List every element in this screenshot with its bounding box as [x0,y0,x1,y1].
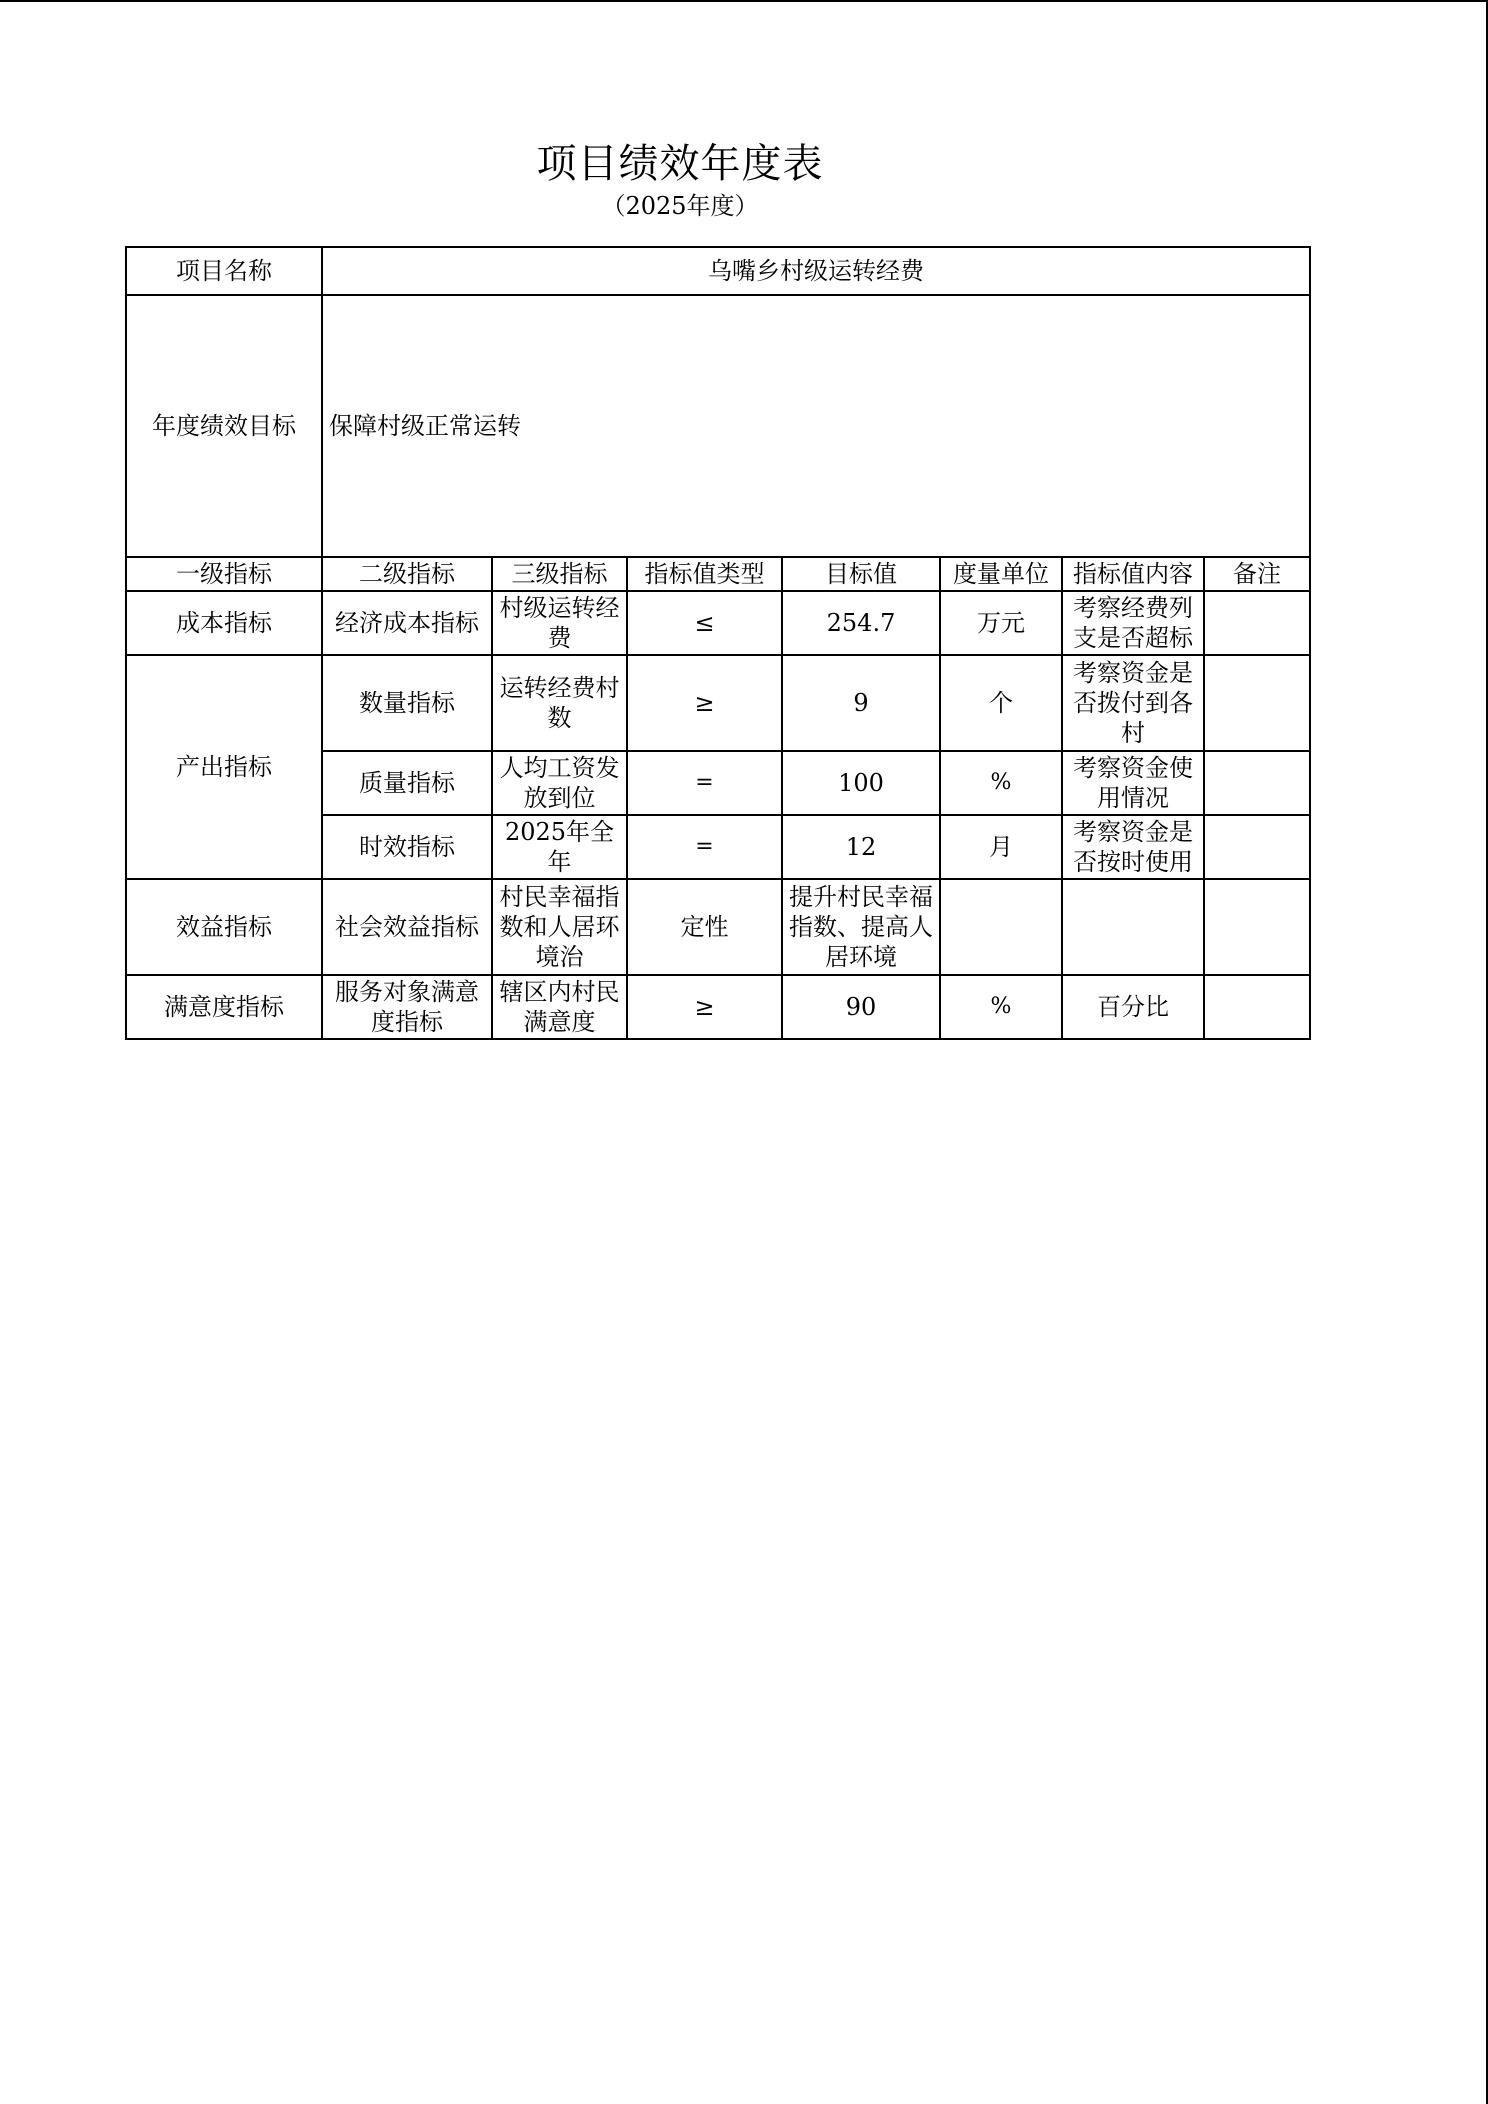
cell-level3: 人均工资发放到位 [492,751,627,815]
cell-note [1204,815,1310,879]
cell-unit: % [940,975,1062,1039]
cell-note [1204,655,1310,751]
table-row-quantity [126,655,1310,751]
cell-content: 百分比 [1062,975,1204,1039]
project-name-row [126,247,1310,295]
cell-content: 考察资金是否按时使用 [1062,815,1204,879]
table-row-cost [126,591,1310,655]
cell-level2: 时效指标 [322,815,492,879]
table-row-benefit [126,879,1310,975]
cell-content [1062,879,1204,975]
cell-value-type: = [627,751,782,815]
annual-goal-value: 保障村级正常运转 [322,295,1310,557]
cell-content: 考察资金是否拨付到各村 [1062,655,1204,751]
header-value-type: 指标值类型 [627,557,782,591]
cell-level2: 经济成本指标 [322,591,492,655]
cell-level3: 辖区内村民满意度 [492,975,627,1039]
cell-unit: % [940,751,1062,815]
cell-level3: 运转经费村数 [492,655,627,751]
cell-level2: 服务对象满意度指标 [322,975,492,1039]
page-subtitle: （2025年度） [601,192,759,220]
cell-unit: 万元 [940,591,1062,655]
cell-unit [940,879,1062,975]
cell-target: 提升村民幸福指数、提高人居环境 [782,879,940,975]
cell-value-type: = [627,815,782,879]
header-unit: 度量单位 [940,557,1062,591]
header-row [126,557,1310,591]
cell-level2: 数量指标 [322,655,492,751]
cell-level1: 效益指标 [126,879,322,975]
cell-content: 考察经费列支是否超标 [1062,591,1204,655]
cell-level1: 满意度指标 [126,975,322,1039]
project-name-label: 项目名称 [126,247,322,295]
cell-note [1204,591,1310,655]
cell-level1-output: 产出指标 [126,655,322,879]
cell-unit: 个 [940,655,1062,751]
header-note: 备注 [1204,557,1310,591]
header-level2: 二级指标 [322,557,492,591]
cell-content: 考察资金使用情况 [1062,751,1204,815]
cell-value-type: ≥ [627,975,782,1039]
cell-level2: 社会效益指标 [322,879,492,975]
performance-table [125,246,1311,1040]
cell-target: 254.7 [782,591,940,655]
annual-goal-label: 年度绩效目标 [126,295,322,557]
cell-level3: 2025年全年 [492,815,627,879]
cell-target: 12 [782,815,940,879]
header-content: 指标值内容 [1062,557,1204,591]
header-level3: 三级指标 [492,557,627,591]
cell-note [1204,879,1310,975]
cell-note [1204,751,1310,815]
cell-level2: 质量指标 [322,751,492,815]
cell-note [1204,975,1310,1039]
cell-level3: 村级运转经费 [492,591,627,655]
cell-target: 100 [782,751,940,815]
header-target: 目标值 [782,557,940,591]
page-title: 项目绩效年度表 [536,141,824,187]
cell-target: 9 [782,655,940,751]
page-top-border [0,0,1488,2]
cell-level1: 成本指标 [126,591,322,655]
annual-goal-row [126,295,1310,557]
header-level1: 一级指标 [126,557,322,591]
project-name-value: 乌嘴乡村级运转经费 [322,247,1310,295]
cell-value-type: ≤ [627,591,782,655]
cell-unit: 月 [940,815,1062,879]
cell-target: 90 [782,975,940,1039]
cell-value-type: 定性 [627,879,782,975]
table-row-satisfaction [126,975,1310,1039]
cell-value-type: ≥ [627,655,782,751]
cell-level3: 村民幸福指数和人居环境治 [492,879,627,975]
